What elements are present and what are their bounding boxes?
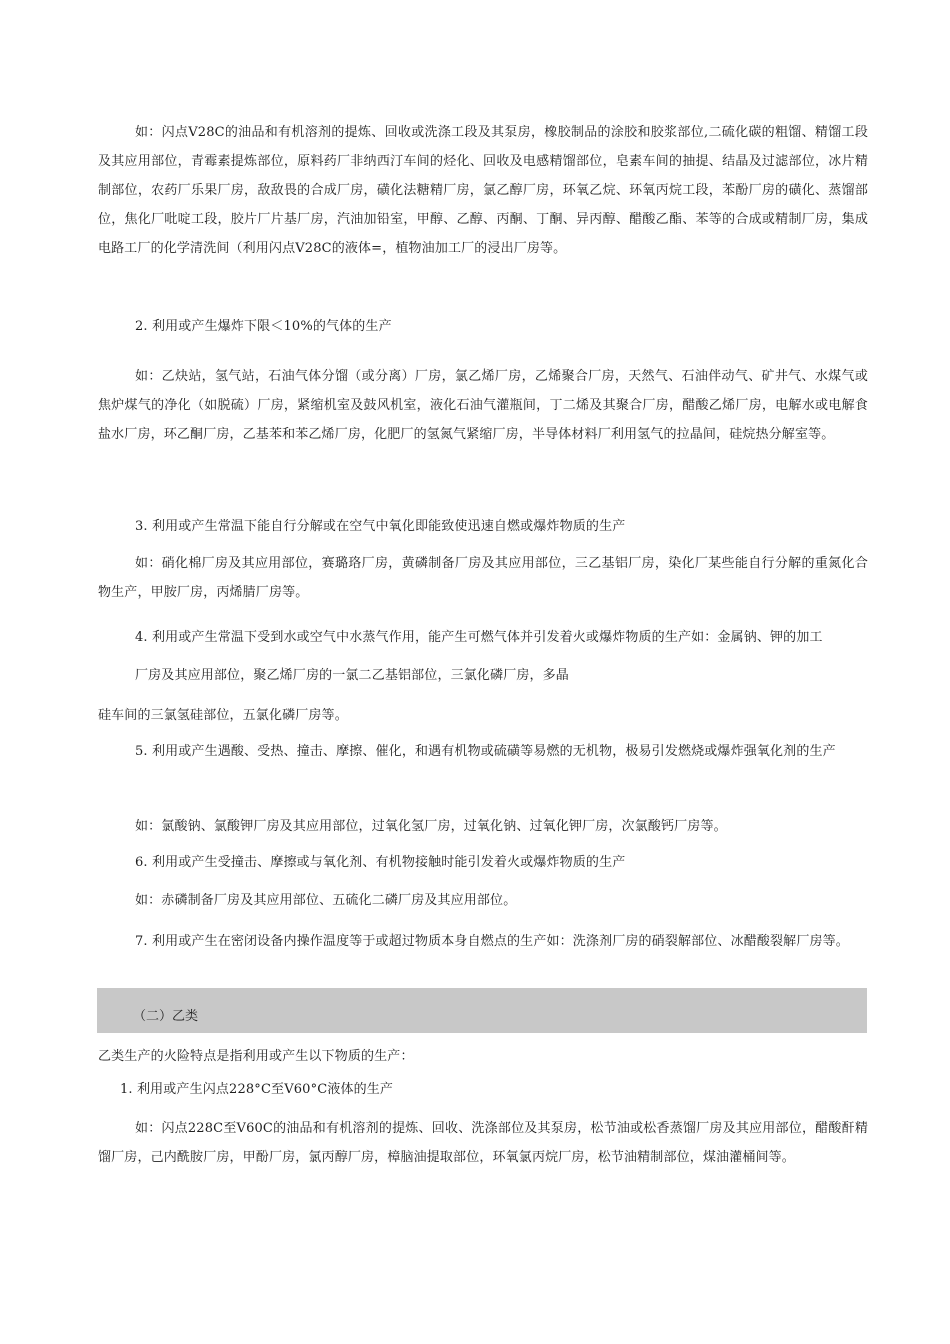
paragraph-class-a-item2-examples: 如：乙炔站，氢气站，石油气体分馏（或分离）厂房，氯乙烯厂房，乙烯聚合厂房，天然气、石油伴动气、矿井气、水煤气或焦炉煤气的净化（如脱硫）厂房，紧缩机室及鼓风机室，液化石油气灌瓶间，丁二烯及其聚合厂房，醋酸乙烯厂房，电解水或电解食盐水厂房，环乙酮厂房，乙基苯和苯乙烯厂房，化肥厂的氢氮气紧缩厂房，半导体材料厂利用氢气的拉晶间，硅烷热分解室等。	[98, 369, 868, 442]
heading-class-a-item2: 2. 利用或产生爆炸下限＜10%的气体的生产	[135, 319, 392, 334]
paragraph-class-a-item1-examples: 如：闪点V28C的油品和有机溶剂的提炼、回收或洗涤工段及其泵房，橡胶制品的涂胶和胶浆部位,二硫化碳的粗馏、精馏工段及其应用部位，青霉素提炼部位，原料药厂非纳西汀车间的烃化、回收及电感精馏部位，皂素车间的抽提、结晶及过滤部位，冰片精制部位，农药厂乐果厂房，敌敌畏的合成厂房，磺化法糖精厂房，氯乙醇厂房，环氧乙烷、环氧丙烷工段，苯酚厂房的磺化、蒸馏部位，焦化厂吡啶工段，胶片厂片基厂房，汽油加铅室，甲醇、乙醇、丙酮、丁酮、异丙醇、醋酸乙酯、苯等的合成或精制厂房，集成电路工厂的化学清洗间（利用闪点V28C的液体=，植物油加工厂的浸出厂房等。	[98, 125, 868, 256]
paragraph-class-b-intro: 乙类生产的火险特点是指利用或产生以下物质的生产：	[98, 1049, 414, 1064]
paragraph-class-a-item3-examples: 如：硝化棉厂房及其应用部位，赛璐珞厂房，黄磷制备厂房及其应用部位，三乙基铝厂房，染化厂某些能自行分解的重氮化合物生产，甲胺厂房，丙烯腈厂房等。	[98, 556, 868, 600]
heading-class-a-item7: 7. 利用或产生在密闭设备内操作温度等于或超过物质本身自燃点的生产如：洗涤剂厂房的硝裂解部位、冰醋酸裂解厂房等。	[135, 934, 849, 949]
heading-class-a-item4-line3: 硅车间的三氯氢硅部位，五氯化磷厂房等。	[98, 708, 348, 723]
heading-class-a-item4-line2: 厂房及其应用部位，聚乙烯厂房的一氯二乙基铝部位，三氯化磷厂房，多晶	[135, 668, 569, 683]
heading-class-a-item5: 5. 利用或产生遇酸、受热、撞击、摩擦、催化，和遇有机物或硫磺等易燃的无机物，极易引发燃烧或爆炸强氧化剂的生产	[135, 744, 836, 759]
section-title: （二）乙类	[133, 1009, 199, 1024]
section-header-class-b	[97, 988, 867, 1033]
heading-class-a-item4-line1: 4. 利用或产生常温下受到水或空气中水蒸气作用，能产生可燃气体并引发着火或爆炸物质的生产如：金属钠、钾的加工	[135, 630, 823, 645]
paragraph-class-b-item1-examples: 如：闪点228C至V60C的油品和有机溶剂的提炼、回收、洗涤部位及其泵房，松节油或松香蒸馏厂房及其应用部位，醋酸酐精馏厂房，己内酰胺厂房，甲酚厂房，氯丙醇厂房，樟脑油提取部位，环氧氯丙烷厂房，松节油精制部位，煤油灌桶间等。	[98, 1121, 868, 1165]
heading-class-a-item6: 6. 利用或产生受撞击、摩擦或与氧化剂、有机物接触时能引发着火或爆炸物质的生产	[135, 855, 626, 870]
paragraph-class-a-item6-examples: 如：赤磷制备厂房及其应用部位、五硫化二磷厂房及其应用部位。	[135, 893, 517, 908]
paragraph-class-a-item5-examples: 如：氯酸钠、氯酸钾厂房及其应用部位，过氧化氢厂房，过氧化钠、过氧化钾厂房，次氯酸钙厂房等。	[135, 819, 727, 834]
heading-class-b-item1: 1. 利用或产生闪点228°C至V60°C液体的生产	[120, 1082, 394, 1097]
heading-class-a-item3: 3. 利用或产生常温下能自行分解或在空气中氧化即能致使迅速自燃或爆炸物质的生产	[135, 519, 626, 534]
